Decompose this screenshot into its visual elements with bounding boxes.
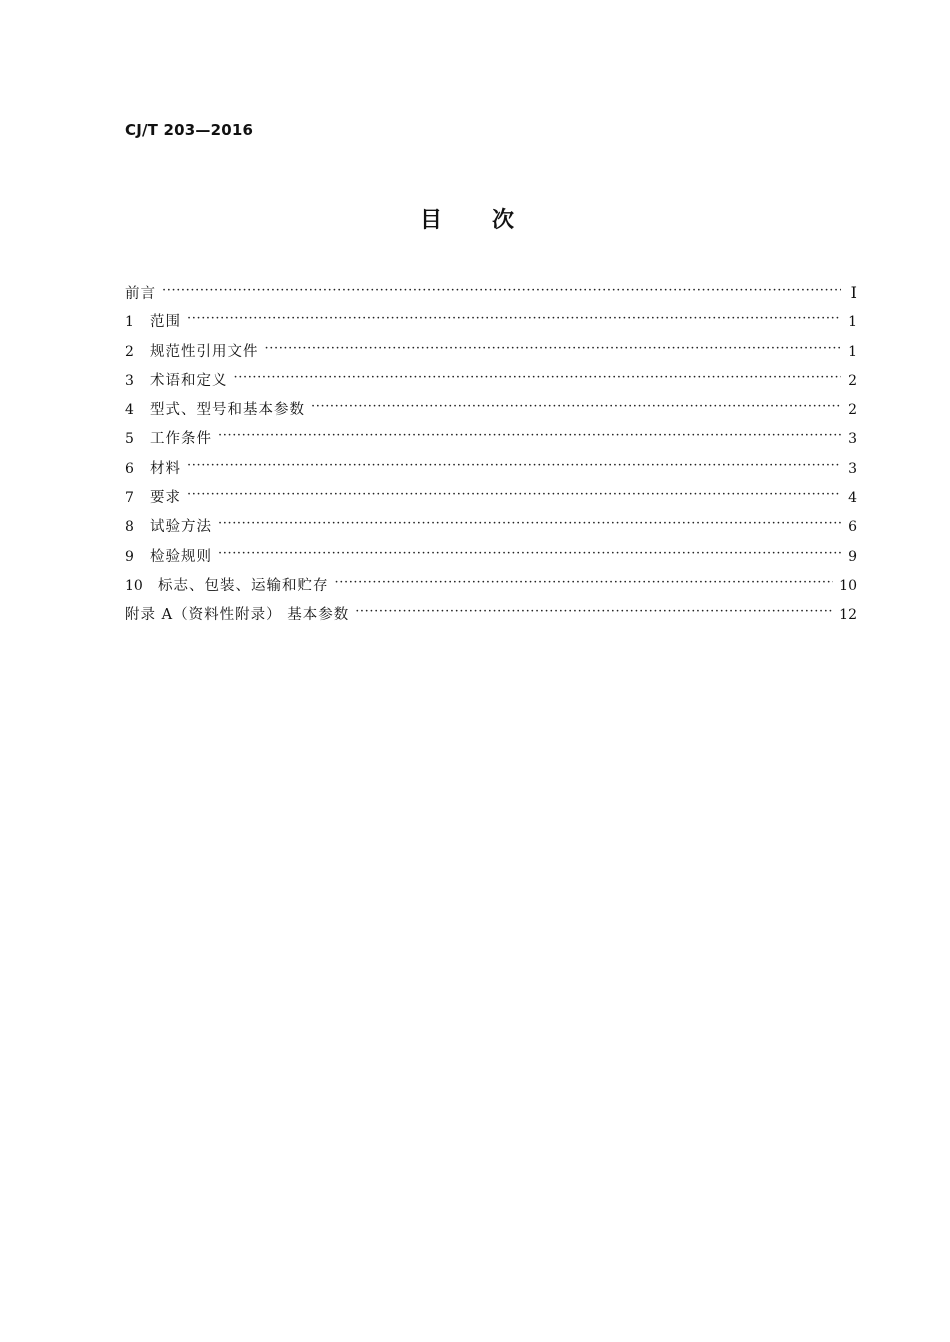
toc-entry-page: 4 — [848, 490, 857, 507]
toc-leader-dots — [234, 366, 842, 390]
toc-leader-dots — [187, 483, 841, 507]
toc-entry-page: 10 — [839, 577, 857, 594]
toc-entry-6 — [125, 457, 857, 486]
toc-entry-label: 试验方法 — [150, 519, 212, 536]
toc-entry-number: 1 — [125, 314, 134, 331]
toc-entry-page: 1 — [848, 343, 857, 360]
toc-entry-number: 2 — [125, 343, 134, 360]
document-code: CJ/T 203—2016 — [125, 121, 254, 139]
toc-entry-label: 范围 — [150, 314, 181, 331]
toc-entry-4 — [125, 398, 857, 427]
toc-entry-2 — [125, 340, 857, 369]
toc-entry-page: 12 — [839, 607, 857, 624]
toc-leader-dots — [335, 571, 834, 595]
toc-entry-label: 要求 — [150, 490, 181, 507]
toc-entry-page: 3 — [848, 460, 857, 477]
toc-entry-number: 9 — [125, 548, 134, 565]
toc-leader-dots — [187, 454, 841, 478]
toc-entry-label: 工作条件 — [150, 431, 212, 448]
toc-leader-dots — [162, 279, 841, 303]
toc-entry-8 — [125, 515, 857, 544]
toc-entry-number: 7 — [125, 490, 134, 507]
toc-entry-9 — [125, 545, 857, 574]
toc-entry-annex-a — [125, 603, 857, 632]
toc-entry-10 — [125, 574, 857, 603]
toc-entry-label: 型式、型号和基本参数 — [150, 402, 305, 419]
toc-entry-page: 2 — [848, 372, 857, 389]
toc-leader-dots — [265, 337, 842, 361]
toc-entry-page: I — [850, 283, 857, 302]
toc-entry-page: 2 — [848, 402, 857, 419]
toc-entry-5 — [125, 427, 857, 456]
toc-leader-dots — [187, 307, 841, 331]
toc-entry-label: 材料 — [150, 460, 181, 477]
toc-entry-number: 10 — [125, 577, 143, 594]
toc-leader-dots — [355, 600, 833, 624]
toc-entry-page: 3 — [848, 431, 857, 448]
toc-entry-label: 检验规则 — [150, 548, 212, 565]
toc-entry-3 — [125, 369, 857, 398]
toc-leader-dots — [218, 542, 841, 566]
toc-entry-label: 标志、包装、运输和贮存 — [158, 577, 329, 594]
toc-entry-number: 6 — [125, 460, 134, 477]
toc-entry-label: 术语和定义 — [150, 372, 228, 389]
toc-entry-number: 4 — [125, 402, 134, 419]
toc-entry-page: 6 — [848, 519, 857, 536]
toc-entry-page: 9 — [848, 548, 857, 565]
toc-entry-number: 5 — [125, 431, 134, 448]
toc-entry-label: 规范性引用文件 — [150, 343, 259, 360]
toc-entry-label: 前言 — [125, 286, 156, 302]
toc-entry-label: 附录 A（资料性附录） 基本参数 — [125, 607, 350, 624]
table-of-contents — [125, 281, 857, 633]
toc-entry-page: 1 — [848, 314, 857, 331]
toc-leader-dots — [218, 512, 841, 536]
toc-entry-7 — [125, 486, 857, 515]
page-title: 目次 — [419, 208, 564, 233]
toc-entry-number: 3 — [125, 372, 134, 389]
toc-entry-foreword — [125, 281, 857, 310]
toc-entry-1 — [125, 310, 857, 339]
toc-leader-dots — [311, 395, 841, 419]
toc-entry-number: 8 — [125, 519, 134, 536]
toc-leader-dots — [218, 424, 841, 448]
